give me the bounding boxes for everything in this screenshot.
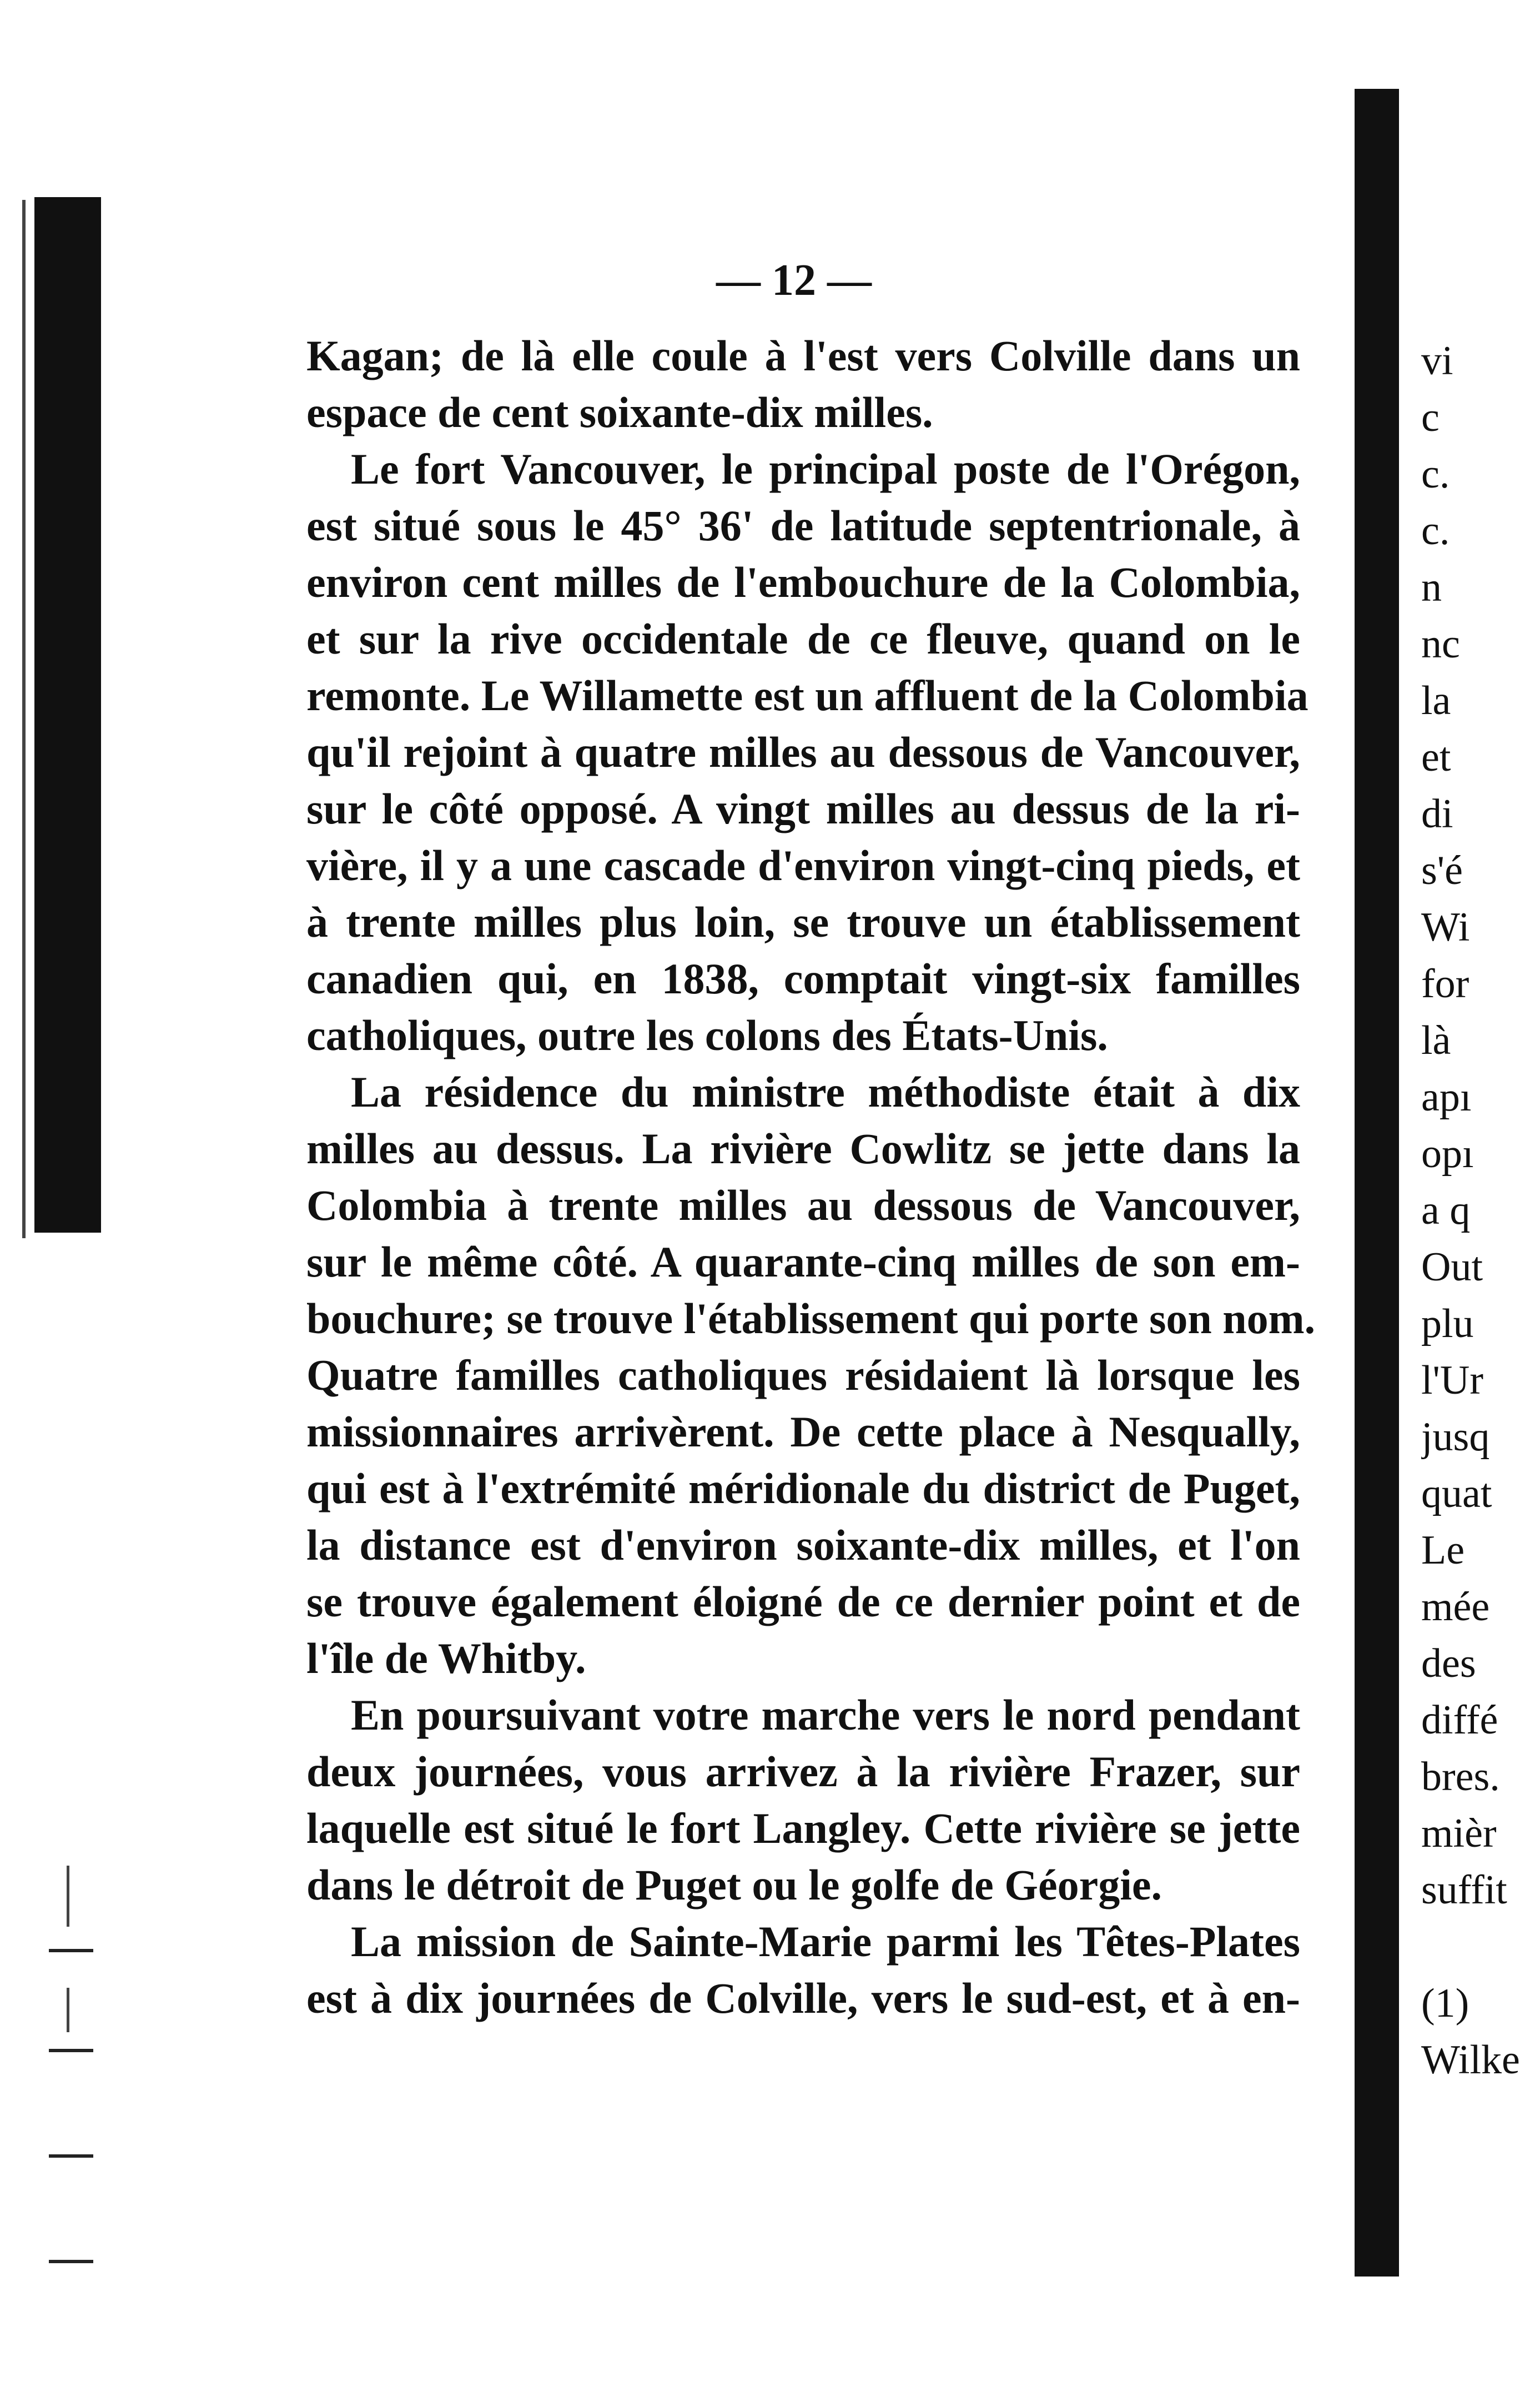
text-line: deux journées, vous arrivez à la rivière Frazer, sur [306, 1747, 1300, 1796]
margin-mark [67, 1866, 69, 1927]
text-line: Le fort Vancouver, le principal poste de l'Orégon, [351, 445, 1300, 493]
right-binding-edge [1355, 89, 1399, 2277]
text-line: à trente milles plus loin, se trouve un établissement [306, 898, 1300, 946]
bleed-line: la [1421, 678, 1451, 723]
text-line: environ cent milles de l'embouchure de la Colombia, [306, 558, 1300, 606]
text-line: est à dix journées de Colville, vers le sud-est, et à en- [306, 1974, 1300, 2022]
bleed-line: Wi [1421, 904, 1470, 950]
bleed-line: et [1421, 735, 1451, 780]
text-line: canadien qui, en 1838, comptait vingt-six familles [306, 954, 1300, 1003]
text-line: En poursuivant votre marche vers le nord pendant [351, 1691, 1300, 1739]
margin-mark [49, 2154, 93, 2158]
bleed-line: nc [1421, 621, 1460, 667]
text-line: et sur la rive occidentale de ce fleuve, quand on le [306, 615, 1300, 663]
text-line: La mission de Sainte-Marie parmi les Têtes-Plates [351, 1917, 1300, 1966]
bleed-line: diffé [1421, 1697, 1498, 1743]
margin-mark [49, 1949, 93, 1952]
page-number: — 12 — [716, 256, 872, 305]
bleed-line: mièr [1421, 1811, 1497, 1856]
text-line: la distance est d'environ soixante-dix milles, et l'on [306, 1521, 1300, 1569]
text-line: missionnaires arrivèrent. De cette place à Nesqually, [306, 1408, 1300, 1456]
bleed-line: des [1421, 1641, 1476, 1686]
bleed-line: l'Ur [1421, 1358, 1483, 1403]
bleed-line: Le [1421, 1527, 1465, 1573]
bleed-line: di [1421, 791, 1453, 837]
text-line: sur le côté opposé. A vingt milles au dessus de la ri- [306, 785, 1300, 833]
bleed-line: a q [1421, 1188, 1471, 1233]
bleed-line: quat [1421, 1471, 1492, 1516]
margin-mark [49, 2049, 93, 2052]
body-text [306, 328, 1316, 2027]
text-line: se trouve également éloigné de ce dernier point et de [306, 1577, 1300, 1626]
bleed-line: c. [1421, 508, 1450, 554]
text-line: qu'il rejoint à quatre milles au dessous de Vancouver, [306, 728, 1300, 776]
bleed-line: jusq [1421, 1414, 1490, 1460]
text-line: remonte. Le Willamette est un affluent de la Colombia [306, 671, 1309, 720]
bleed-line: apı [1421, 1074, 1472, 1120]
bleed-line: c. [1421, 451, 1450, 497]
text-line: espace de cent soixante-dix milles. [306, 388, 933, 436]
text-line: milles au dessus. La rivière Cowlitz se jette dans la [306, 1124, 1300, 1173]
left-binding-edge [34, 197, 101, 1233]
bleed-line: Wilke [1421, 2037, 1520, 2083]
text-line: Quatre familles catholiques résidaient là lorsque les [306, 1351, 1300, 1399]
bleed-line: for [1421, 961, 1469, 1007]
bleed-line: là [1421, 1018, 1451, 1063]
text-line: laquelle est situé le fort Langley. Cette rivière se jette [306, 1804, 1300, 1852]
bleed-line: Out [1421, 1244, 1483, 1290]
bleed-line: s'é [1421, 848, 1463, 893]
margin-mark [49, 2260, 93, 2263]
bleed-line: opı [1421, 1131, 1474, 1177]
text-line: est situé sous le 45° 36' de latitude septentrionale, à [306, 501, 1300, 550]
text-line: l'île de Whitby. [306, 1634, 586, 1682]
bleed-line: vi [1421, 338, 1453, 384]
text-line: Colombia à trente milles au dessous de Vancouver, [306, 1181, 1300, 1229]
text-line: sur le même côté. A quarante-cinq milles de son em- [306, 1238, 1300, 1286]
text-line: qui est à l'extrémité méridionale du district de Puget, [306, 1464, 1300, 1512]
bleed-line: (1) [1421, 1981, 1469, 2026]
text-line: Kagan; de là elle coule à l'est vers Colville dans un [306, 331, 1300, 380]
bleed-line: suffit [1421, 1867, 1507, 1913]
text-line: bouchure; se trouve l'établissement qui porte son nom. [306, 1294, 1316, 1343]
bleed-line: n [1421, 565, 1442, 610]
text-line: catholiques, outre les colons des États-Unis. [306, 1011, 1108, 1059]
bleed-line [1421, 1919, 1540, 1976]
bleed-line: plu [1421, 1301, 1474, 1346]
text-line: vière, il y a une cascade d'environ vingt-cinq pieds, et [306, 841, 1300, 890]
left-binding-shadow [22, 200, 26, 1238]
text-line: La résidence du ministre méthodiste était à dix [351, 1068, 1300, 1116]
text-line: dans le détroit de Puget ou le golfe de Géorgie. [306, 1861, 1162, 1909]
bleed-line: c [1421, 395, 1440, 440]
bleed-line: bres. [1421, 1754, 1500, 1800]
adjacent-page-bleed-text [1421, 333, 1540, 2089]
margin-mark [67, 1988, 69, 2032]
bleed-line: mée [1421, 1584, 1490, 1630]
